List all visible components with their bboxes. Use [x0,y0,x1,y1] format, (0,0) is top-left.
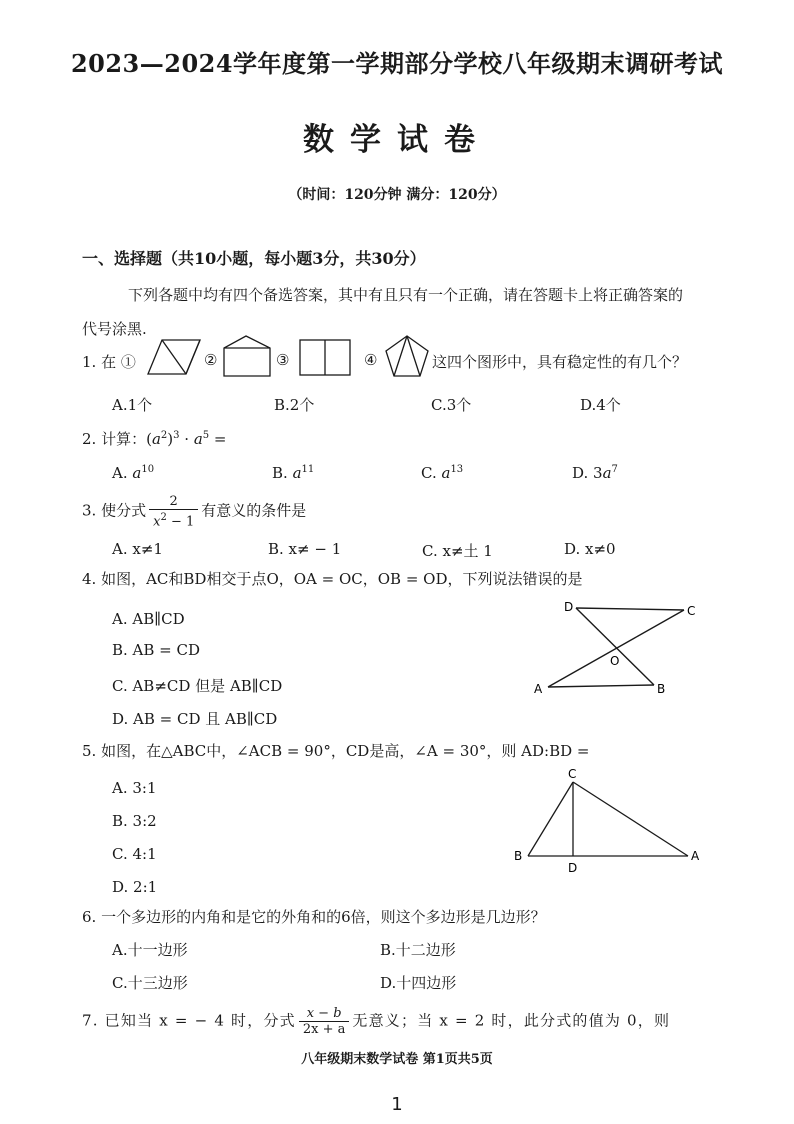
q6-option-c: C.十三边形 [112,974,188,992]
q7-fraction: $\frac{x - b}{2x + a}$ [299,1006,350,1037]
q1-option-b: B.2个 [274,396,315,414]
page-footer: 八年级期末数学试卷 第1页共5页 [301,1052,493,1067]
q5-label-b: B [514,849,523,863]
q4-question: 4. 如图，AC和BD相交于点O，OA = OC，OB = OD，下列说法错误的是 [82,570,583,588]
q1-option-a: A.1个 [112,396,153,414]
q1-option-c: C.3个 [431,396,472,414]
q2-option-a: A. $a^{10}$ [112,464,155,482]
q1-option-d: D.4个 [580,396,621,414]
q4-label-a: A [534,682,543,696]
q2-prefix: 2. 计算： [82,430,147,448]
q2-expression: $(a^2)^3 \cdot a^5$ = [146,430,227,448]
q1-figure-two-rectangles [298,338,352,378]
q5-question: 5. 如图，在△ABC中，∠ACB = 90°，CD是高，∠A = 30°，则 AD:BD = [82,742,590,760]
exam-title: 2023—2024学年度第一学期部分学校八年级期末调研考试 [70,49,724,78]
instruction-line-2: 代号涂黑. [82,320,147,338]
q3-fraction: $\frac{2}{x^2 - 1}$ [149,494,198,529]
q1-figure-parallelogram [146,338,202,378]
page-number: 1 [391,1094,403,1115]
q2-option-d: D. $3a^7$ [572,464,618,482]
q5-segment-bc [528,782,573,856]
q5-label-c: C [568,767,577,781]
q4-figure [530,596,710,700]
q6-option-d: D.十四边形 [380,974,457,992]
time-info: （时间：120分钟 满分：120分） [288,187,506,203]
q1-prefix: 1. 在 ① [82,353,136,371]
q6-question: 6. 一个多边形的内角和是它的外角和的6倍，则这个多边形是几边形？ [82,908,546,926]
q1-suffix: 这四个图形中，具有稳定性的有几个？ [432,353,688,371]
q4-option-d: D. AB = CD 且 AB∥CD [112,710,278,728]
subject-title: 数学试卷 [303,122,491,158]
q1-marker-2: ② [204,351,218,369]
q4-label-c: C [687,604,696,618]
q2-option-c: C. $a^{13}$ [421,464,464,482]
q2-option-b: B. $a^{11}$ [272,464,315,482]
q4-segment-ac [548,610,684,687]
q4-label-d: D [564,600,574,614]
q5-label-d: D [568,861,578,875]
q5-segment-ca [573,782,688,856]
q4-option-c: C. AB≠CD 但是 AB∥CD [112,677,283,695]
q1-marker-4: ④ [364,351,378,369]
q1-figure-house [222,334,272,378]
q7-question: 7. 已知当 x = − 4 时，分式 $\frac{x - b}{2x + a}$ 无意义；当 x = 2 时，此分式的值为 0，则 [82,1006,671,1037]
q4-option-a: A. AB∥CD [112,610,185,628]
q5-option-d: D. 2:1 [112,878,158,896]
instruction-line-1: 下列各题中均有四个备选答案，其中有且只有一个正确，请在答题卡上将正确答案的 [128,286,684,304]
q4-label-b: B [657,682,666,696]
q3-option-c: C. x≠土 1 [422,542,493,560]
q5-label-a: A [691,849,700,863]
q3-option-a: A. x≠1 [112,540,163,558]
q4-segment-bd [576,608,654,685]
q1-figure-pentagon [384,334,430,380]
q4-label-o: O [610,654,620,668]
q5-option-c: C. 4:1 [112,845,157,863]
q3-option-d: D. x≠0 [564,540,616,558]
q3-question: 3. 使分式 $\frac{2}{x^2 - 1}$ 有意义的条件是 [82,494,307,530]
q6-option-a: A.十一边形 [112,941,188,959]
q2-question [82,428,227,449]
q4-segment-dc [576,608,684,610]
q5-option-b: B. 3:2 [112,812,157,830]
q4-segment-ab [548,685,654,687]
q3-option-b: B. x≠ − 1 [268,540,342,558]
q5-figure [510,764,705,876]
q6-option-b: B.十二边形 [380,941,456,959]
q5-option-a: A. 3:1 [112,779,157,797]
q1-marker-3: ③ [276,351,290,369]
q4-option-b: B. AB = CD [112,641,201,659]
section-title: 一、选择题（共10小题，每小题3分，共30分） [82,249,426,268]
